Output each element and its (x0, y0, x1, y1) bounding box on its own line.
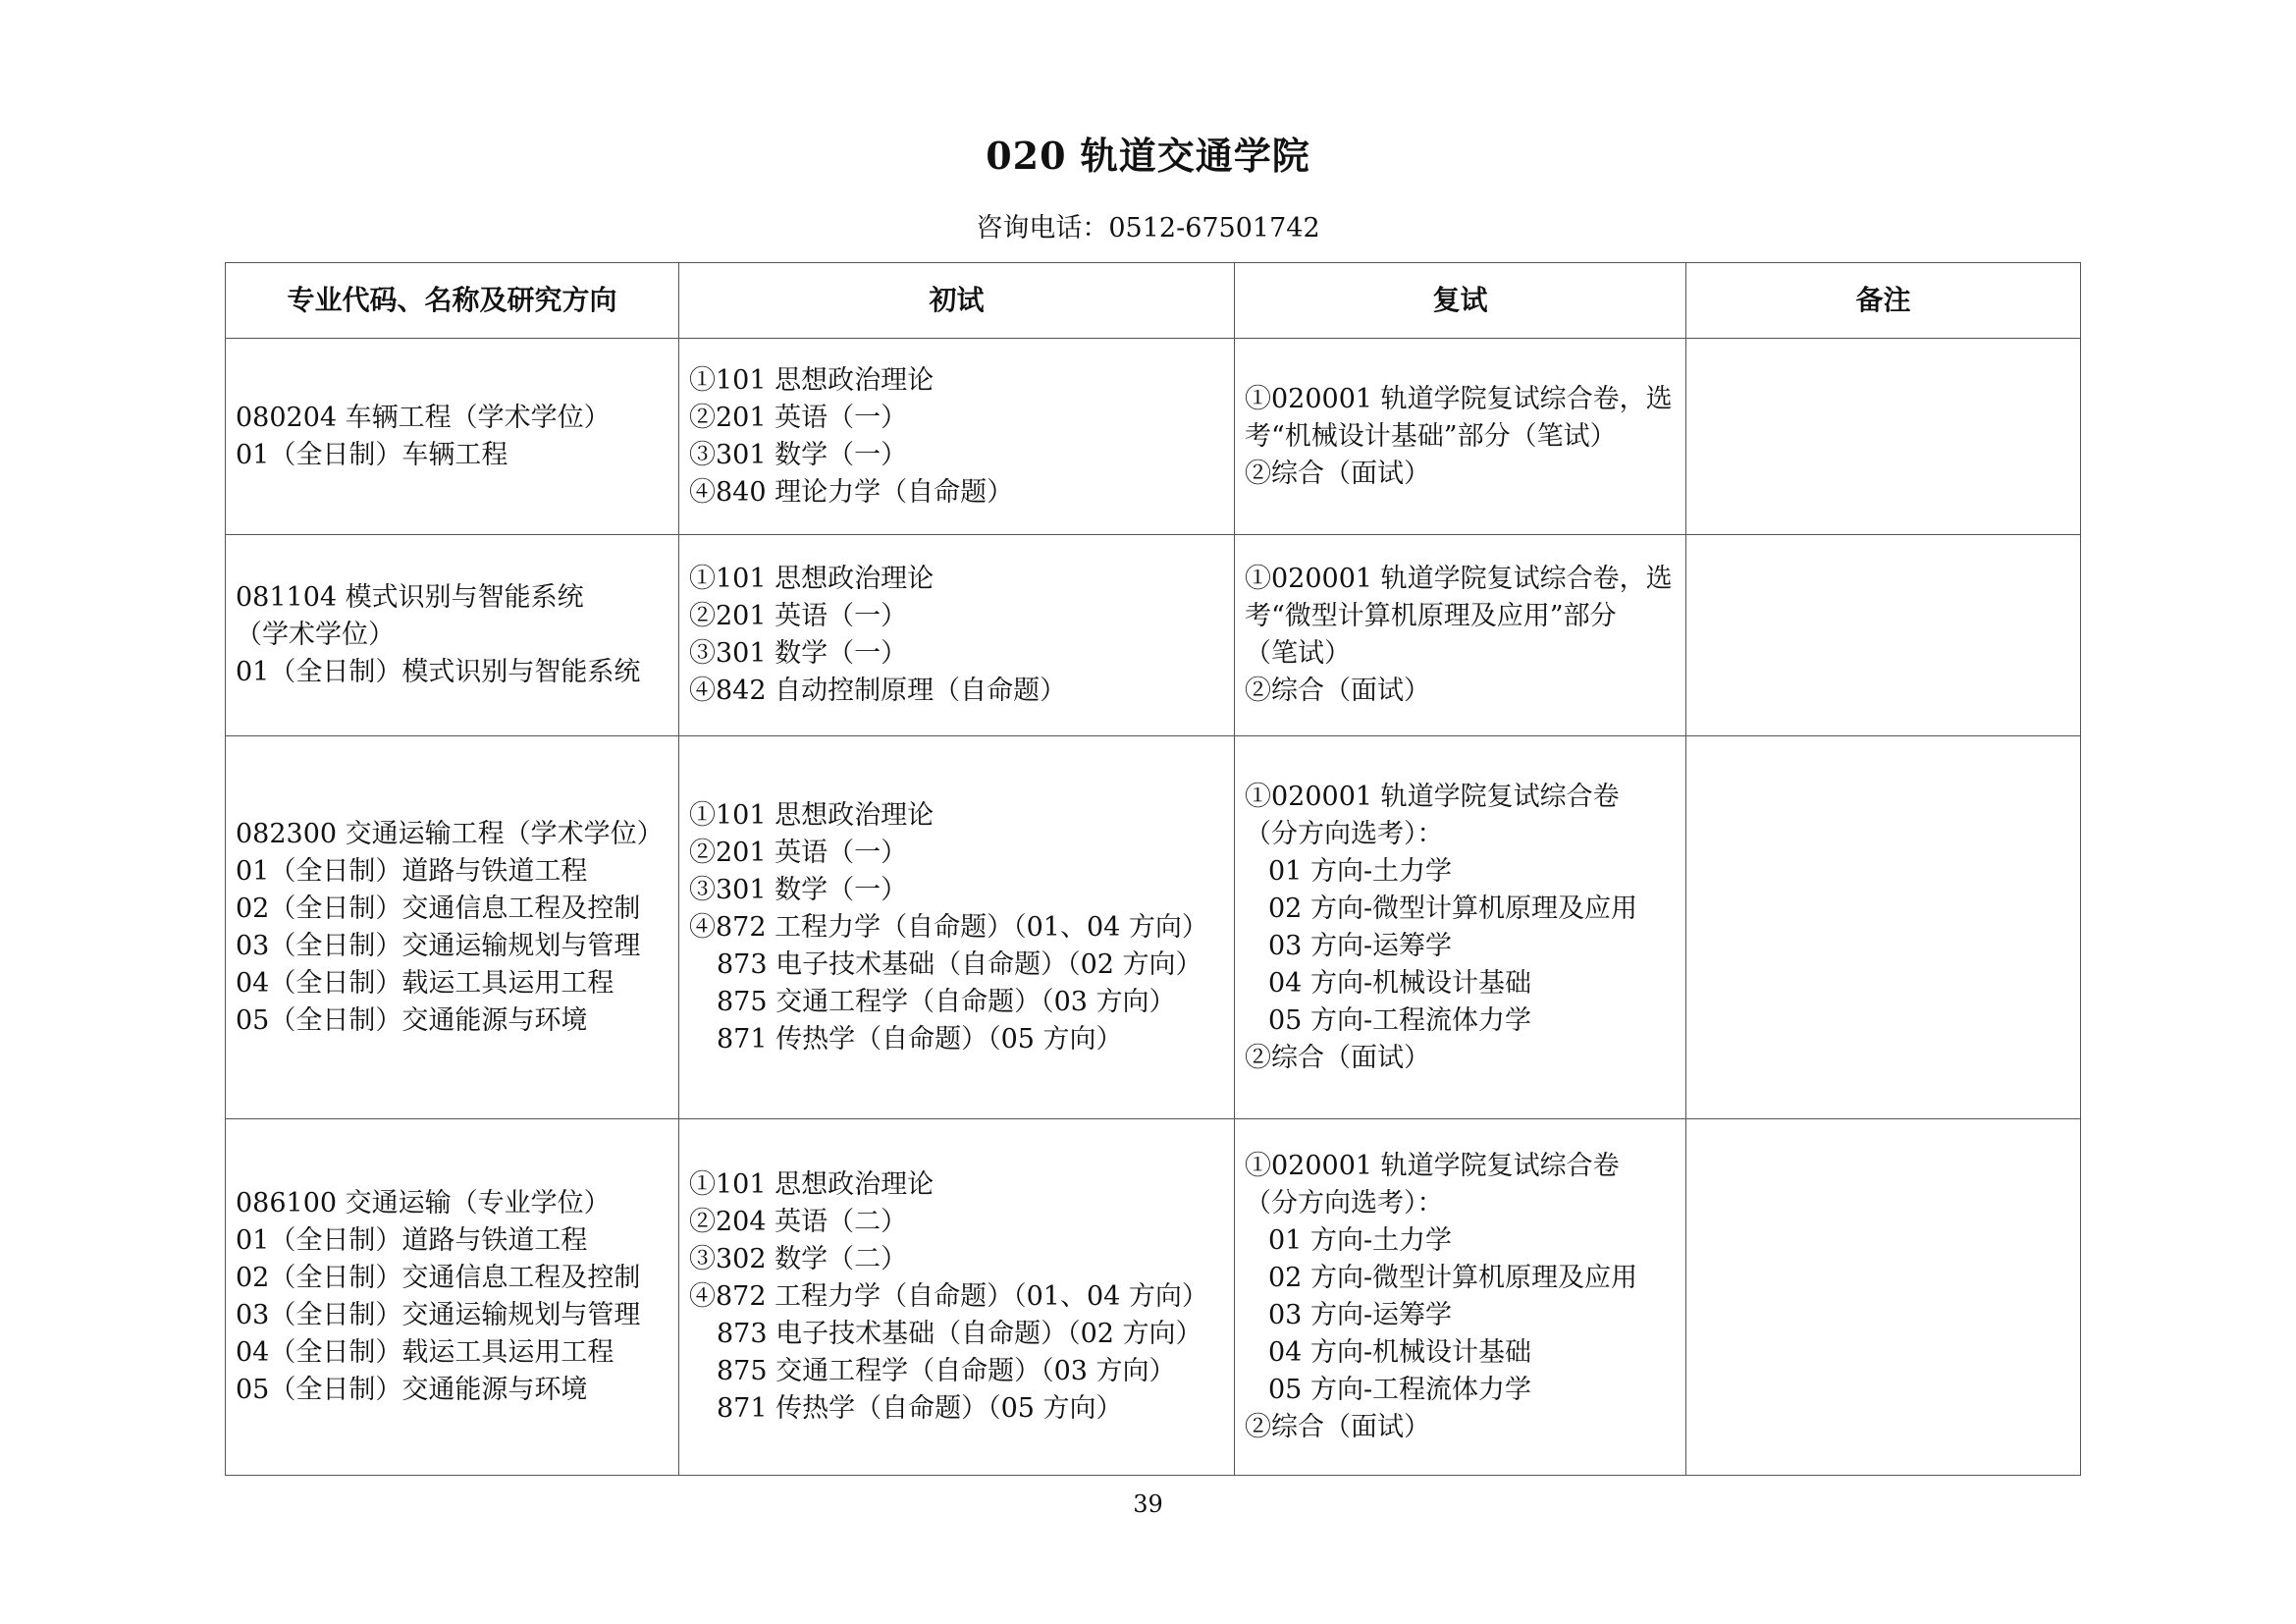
retest-line: （分方向选考）： (1245, 1188, 1444, 1218)
page-title: 020 轨道交通学院 (986, 134, 1310, 178)
initial-exam-line: ④872 工程力学（自命题）（01、04 方向） (689, 1281, 1208, 1312)
major-line: 082300 交通运输工程（学术学位） (236, 818, 664, 849)
retest-line: 05 方向-工程流体力学 (1268, 1004, 1532, 1036)
retest-line: 04 方向-机械设计基础 (1268, 1337, 1532, 1368)
remarks-cell (1686, 339, 2081, 535)
table-row (226, 339, 2081, 535)
major-line: 03（全日制）交通运输规划与管理 (236, 930, 641, 961)
retest-line: 01 方向-土力学 (1268, 1225, 1453, 1256)
retest-line: 考“微型计算机原理及应用”部分 (1245, 601, 1617, 631)
major-line: 04（全日制）载运工具运用工程 (236, 967, 614, 999)
table-row (226, 736, 2081, 1119)
table-row (226, 535, 2081, 736)
major-line: 080204 车辆工程（学术学位） (236, 402, 611, 433)
major-line: 01（全日制）道路与铁道工程 (236, 855, 588, 887)
retest-line: 03 方向-运筹学 (1268, 1300, 1453, 1330)
remarks-cell (1686, 535, 2081, 736)
initial-exam-cell (679, 1119, 1235, 1476)
remarks-cell (1686, 736, 2081, 1119)
contact-phone: 咨询电话：0512-67501742 (976, 213, 1320, 244)
initial-exam-line: ①101 思想政治理论 (689, 1169, 934, 1200)
column-header-remarks: 备注 (1686, 263, 2081, 339)
major-line: 04（全日制）载运工具运用工程 (236, 1337, 614, 1368)
major-cell (226, 535, 679, 736)
retest-line: ②综合（面试） (1245, 1042, 1430, 1073)
retest-line: ②综合（面试） (1245, 458, 1430, 489)
major-line: （学术学位） (236, 620, 395, 650)
major-cell (226, 1119, 679, 1476)
initial-exam-line: ④842 自动控制原理（自命题） (689, 676, 1067, 706)
major-line: 03（全日制）交通运输规划与管理 (236, 1300, 641, 1330)
retest-line: ①020001 轨道学院复试综合卷 (1245, 1151, 1620, 1181)
major-cell (226, 339, 679, 535)
initial-exam-line: ③301 数学（一） (689, 439, 908, 470)
initial-exam-line: 873 电子技术基础（自命题）（02 方向） (717, 948, 1202, 980)
major-line: 081104 模式识别与智能系统 (236, 582, 584, 613)
retest-cell (1235, 736, 1686, 1119)
initial-exam-line: ①101 思想政治理论 (689, 364, 934, 396)
retest-cell (1235, 535, 1686, 736)
major-line: 086100 交通运输（专业学位） (236, 1188, 611, 1218)
retest-cell (1235, 339, 1686, 535)
major-line: 01（全日制）车辆工程 (236, 439, 508, 470)
initial-exam-line: ①101 思想政治理论 (689, 564, 934, 594)
table-header-row (226, 263, 2081, 339)
major-line: 01（全日制）模式识别与智能系统 (236, 657, 641, 687)
initial-exam-line: ②204 英语（二） (689, 1207, 908, 1237)
retest-line: ②综合（面试） (1245, 676, 1430, 706)
major-line: 02（全日制）交通信息工程及控制 (236, 1263, 641, 1293)
retest-line: 01 方向-土力学 (1268, 855, 1453, 887)
initial-exam-line: ②201 英语（一） (689, 837, 908, 868)
major-line: 05（全日制）交通能源与环境 (236, 1004, 588, 1036)
initial-exam-line: 871 传热学（自命题）（05 方向） (717, 1393, 1123, 1424)
retest-line: ②综合（面试） (1245, 1412, 1430, 1442)
major-line: 01（全日制）道路与铁道工程 (236, 1225, 588, 1256)
initial-exam-line: ③301 数学（一） (689, 874, 908, 905)
column-header-major: 专业代码、名称及研究方向 (226, 263, 679, 339)
retest-line: 02 方向-微型计算机原理及应用 (1268, 893, 1638, 924)
retest-line: ①020001 轨道学院复试综合卷，选 (1245, 564, 1673, 594)
initial-exam-cell (679, 736, 1235, 1119)
retest-line: 03 方向-运筹学 (1268, 930, 1453, 961)
initial-exam-line: 875 交通工程学（自命题）（03 方向） (717, 1356, 1176, 1386)
retest-line: 02 方向-微型计算机原理及应用 (1268, 1263, 1638, 1293)
major-line: 02（全日制）交通信息工程及控制 (236, 893, 641, 924)
remarks-cell (1686, 1119, 2081, 1476)
initial-exam-line: ③301 数学（一） (689, 638, 908, 669)
retest-line: 05 方向-工程流体力学 (1268, 1375, 1532, 1405)
retest-line: 考“机械设计基础”部分（笔试） (1245, 420, 1617, 452)
initial-exam-line: 875 交通工程学（自命题）（03 方向） (717, 986, 1176, 1017)
initial-exam-line: ④872 工程力学（自命题）（01、04 方向） (689, 911, 1208, 943)
retest-line: 04 方向-机械设计基础 (1268, 967, 1532, 999)
initial-exam-line: ①101 思想政治理论 (689, 799, 934, 831)
retest-line: ①020001 轨道学院复试综合卷，选 (1245, 383, 1673, 414)
column-header-retest: 复试 (1235, 263, 1686, 339)
initial-exam-line: ②201 英语（一） (689, 601, 908, 631)
major-line: 05（全日制）交通能源与环境 (236, 1375, 588, 1405)
admissions-table (225, 262, 2081, 1476)
initial-exam-line: 871 传热学（自命题）（05 方向） (717, 1023, 1123, 1055)
initial-exam-cell (679, 535, 1235, 736)
retest-cell (1235, 1119, 1686, 1476)
initial-exam-line: ④840 理论力学（自命题） (689, 476, 1014, 508)
initial-exam-cell (679, 339, 1235, 535)
table-row (226, 1119, 2081, 1476)
retest-line: （分方向选考）： (1245, 818, 1444, 849)
initial-exam-line: ③302 数学（二） (689, 1244, 908, 1274)
initial-exam-line: 873 电子技术基础（自命题）（02 方向） (717, 1319, 1202, 1349)
retest-line: （笔试） (1245, 638, 1351, 669)
column-header-initial-exam: 初试 (679, 263, 1235, 339)
major-cell (226, 736, 679, 1119)
initial-exam-line: ②201 英语（一） (689, 402, 908, 433)
page-number: 39 (1133, 1490, 1163, 1518)
retest-line: ①020001 轨道学院复试综合卷 (1245, 781, 1620, 812)
